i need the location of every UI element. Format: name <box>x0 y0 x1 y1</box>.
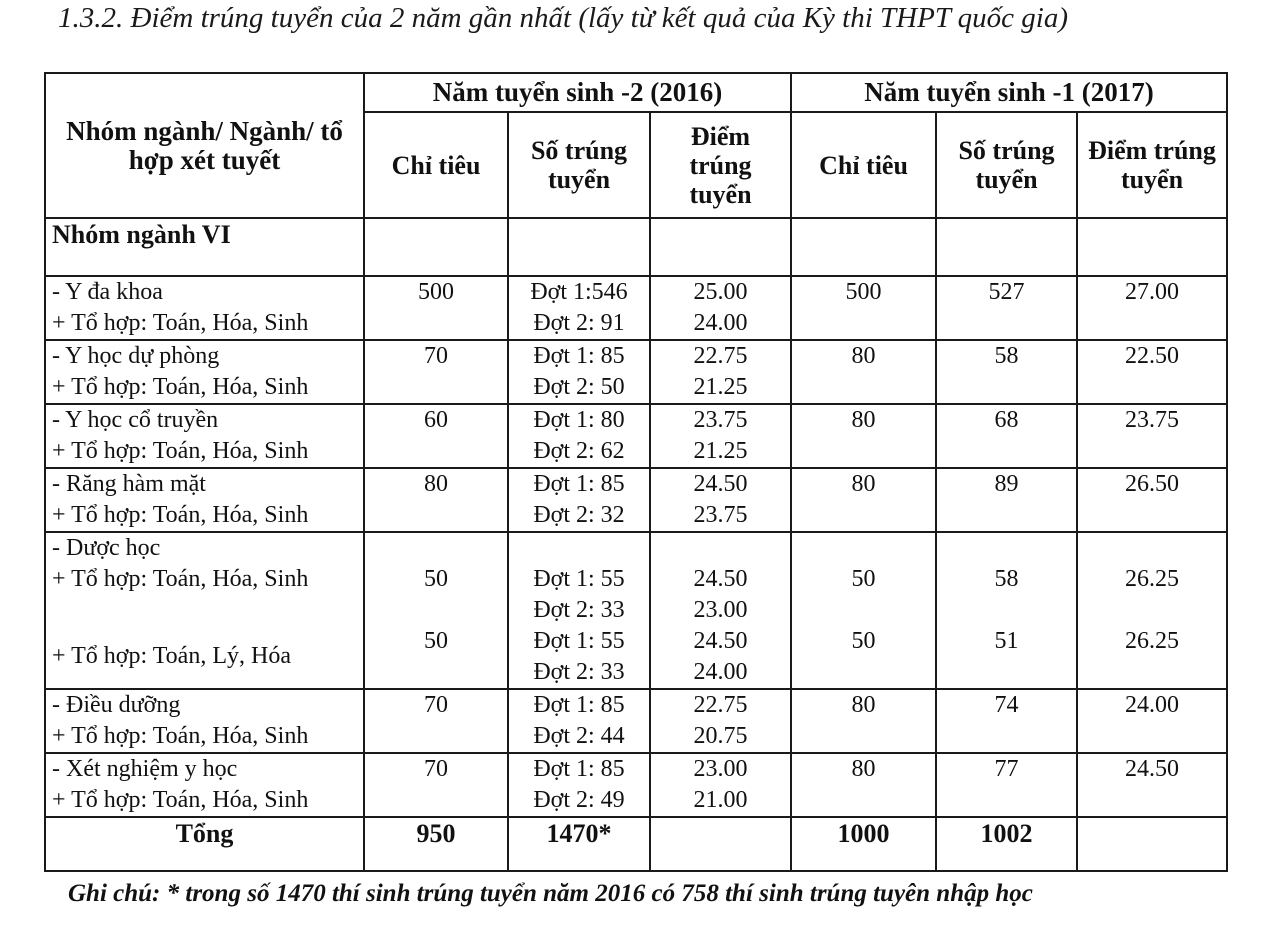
total-quota-2017: 1000 <box>791 817 936 871</box>
admitted-2017: 51 <box>994 628 1019 654</box>
score-2017: 23.75 <box>1125 407 1179 433</box>
quota-2016: 80 <box>424 471 448 497</box>
admitted-2017: 77 <box>994 756 1019 782</box>
header-admitted-2016: Số trúng tuyển <box>508 112 650 218</box>
quota-2016: 500 <box>418 279 454 305</box>
quota-2017: 50 <box>851 628 876 654</box>
score-round-2: 23.75 <box>693 502 748 528</box>
admitted-round-2: Đợt 2: 33 <box>533 597 625 623</box>
footnote: Ghi chú: * trong số 1470 thí sinh trúng tuyển năm 2016 có 758 thí sinh trúng tuyên nhập học <box>68 880 1033 907</box>
score-2017: 24.50 <box>1125 756 1179 782</box>
admitted-2017: 89 <box>994 471 1019 497</box>
score-round-1: 22.75 <box>693 692 748 718</box>
admitted-round-1: Đợt 1: 85 <box>533 343 625 369</box>
score-round-2: 20.75 <box>693 723 748 749</box>
section-heading: 1.3.2. Điểm trúng tuyển của 2 năm gần nhất (lấy từ kết quả của Kỳ thi THPT quốc gia) <box>58 2 1069 34</box>
admitted-2017: 58 <box>994 343 1019 369</box>
subject-combination: + Tổ hợp: Toán, Hóa, Sinh <box>52 502 309 528</box>
score-round-1: 24.50 <box>693 471 748 497</box>
admitted-round-2: Đợt 2: 62 <box>533 438 625 464</box>
score-2017: 27.00 <box>1125 279 1179 305</box>
total-admitted-2016: 1470* <box>508 817 650 871</box>
quota-2017: 50 <box>851 566 876 592</box>
score-2017: 26.25 <box>1125 566 1179 592</box>
score-2017: 26.50 <box>1125 471 1179 497</box>
table-row <box>45 340 1227 404</box>
quota-2016: 60 <box>424 407 448 433</box>
quota-2017: 80 <box>851 756 876 782</box>
score-round-2: 24.00 <box>693 659 748 685</box>
admitted-round-2: Đợt 2: 50 <box>533 374 625 400</box>
subject-combination: + Tổ hợp: Toán, Hóa, Sinh <box>52 374 309 400</box>
major-name: - Y học dự phòng <box>52 343 220 369</box>
group-name: Nhóm ngành VI <box>45 218 364 276</box>
quota-2017: 500 <box>845 279 882 305</box>
header-score-2017: Điểm trúng tuyển <box>1077 112 1227 218</box>
admitted-round-1: Đợt 1:546 <box>530 279 628 305</box>
admitted-round-1: Đợt 1: 85 <box>533 471 625 497</box>
admitted-2017: 58 <box>994 566 1019 592</box>
subject-combination: + Tổ hợp: Toán, Hóa, Sinh <box>52 787 309 813</box>
subject-combination: + Tổ hợp: Toán, Hóa, Sinh <box>52 723 309 749</box>
score-round-1: 24.50 <box>693 628 748 654</box>
table-row <box>45 468 1227 532</box>
table-row <box>45 532 1227 689</box>
admitted-2017: 527 <box>988 279 1025 305</box>
admitted-round-2: Đợt 2: 32 <box>533 502 625 528</box>
major-name: - Y học cổ truyền <box>52 407 219 433</box>
quota-2016: 70 <box>424 756 448 782</box>
table-row <box>45 753 1227 817</box>
total-admitted-2017: 1002 <box>936 817 1077 871</box>
admission-scores-table <box>44 72 1228 872</box>
subject-combination: + Tổ hợp: Toán, Lý, Hóa <box>52 643 291 669</box>
major-name: - Điều dưỡng <box>52 692 181 718</box>
score-round-1: 25.00 <box>693 279 748 305</box>
header-quota-2017: Chỉ tiêu <box>791 112 936 218</box>
table-row <box>45 404 1227 468</box>
score-2017: 26.25 <box>1125 628 1179 654</box>
total-quota-2016: 950 <box>364 817 508 871</box>
admitted-round-1: Đợt 1: 55 <box>533 628 625 654</box>
major-name: - Dược học <box>52 535 161 561</box>
table-row <box>45 276 1227 340</box>
score-round-1: 22.75 <box>693 343 748 369</box>
major-name: - Răng hàm mặt <box>52 471 206 497</box>
admitted-round-1: Đợt 1: 55 <box>533 566 625 592</box>
quota-2016: 50 <box>424 566 448 592</box>
header-admitted-2017: Số trúng tuyển <box>936 112 1077 218</box>
admitted-2017: 68 <box>994 407 1019 433</box>
subject-combination: + Tổ hợp: Toán, Hóa, Sinh <box>52 438 309 464</box>
score-round-2: 21.25 <box>693 374 748 400</box>
score-round-2: 24.00 <box>693 310 748 336</box>
major-name: - Xét nghiệm y học <box>52 756 238 782</box>
admitted-round-1: Đợt 1: 85 <box>533 692 625 718</box>
total-row <box>45 817 1227 871</box>
score-round-1: 23.00 <box>693 756 748 782</box>
admitted-round-2: Đợt 2: 91 <box>533 310 625 336</box>
score-round-2: 21.00 <box>693 787 748 813</box>
subject-combination: + Tổ hợp: Toán, Hóa, Sinh <box>52 310 309 336</box>
quota-2016: 50 <box>424 628 448 654</box>
score-round-2: 21.25 <box>693 438 748 464</box>
major-name: - Y đa khoa <box>52 279 163 305</box>
score-2017: 22.50 <box>1125 343 1179 369</box>
admitted-round-2: Đợt 2: 33 <box>533 659 625 685</box>
total-label: Tổng <box>45 817 364 871</box>
header-major-group: Nhóm ngành/ Ngành/ tổ hợp xét tuyết <box>45 73 364 218</box>
header-quota-2016: Chỉ tiêu <box>364 112 508 218</box>
score-round-2: 23.00 <box>693 597 748 623</box>
header-score-2016: Điểm trúng tuyển <box>650 112 791 218</box>
score-round-1: 23.75 <box>693 407 748 433</box>
table-row <box>45 689 1227 753</box>
admitted-2017: 74 <box>994 692 1019 718</box>
score-round-1: 24.50 <box>693 566 748 592</box>
admitted-round-2: Đợt 2: 49 <box>533 787 625 813</box>
admitted-round-2: Đợt 2: 44 <box>533 723 625 749</box>
quota-2016: 70 <box>424 343 448 369</box>
quota-2017: 80 <box>851 692 876 718</box>
admitted-round-1: Đợt 1: 80 <box>533 407 625 433</box>
admitted-round-1: Đợt 1: 85 <box>533 756 625 782</box>
header-year-2016: Năm tuyển sinh -2 (2016) <box>364 73 791 112</box>
quota-2017: 80 <box>851 343 876 369</box>
quota-2017: 80 <box>851 407 876 433</box>
quota-2017: 80 <box>851 471 876 497</box>
subject-combination: + Tổ hợp: Toán, Hóa, Sinh <box>52 566 309 592</box>
score-2017: 24.00 <box>1125 692 1179 718</box>
quota-2016: 70 <box>424 692 448 718</box>
header-year-2017: Năm tuyển sinh -1 (2017) <box>791 73 1227 112</box>
